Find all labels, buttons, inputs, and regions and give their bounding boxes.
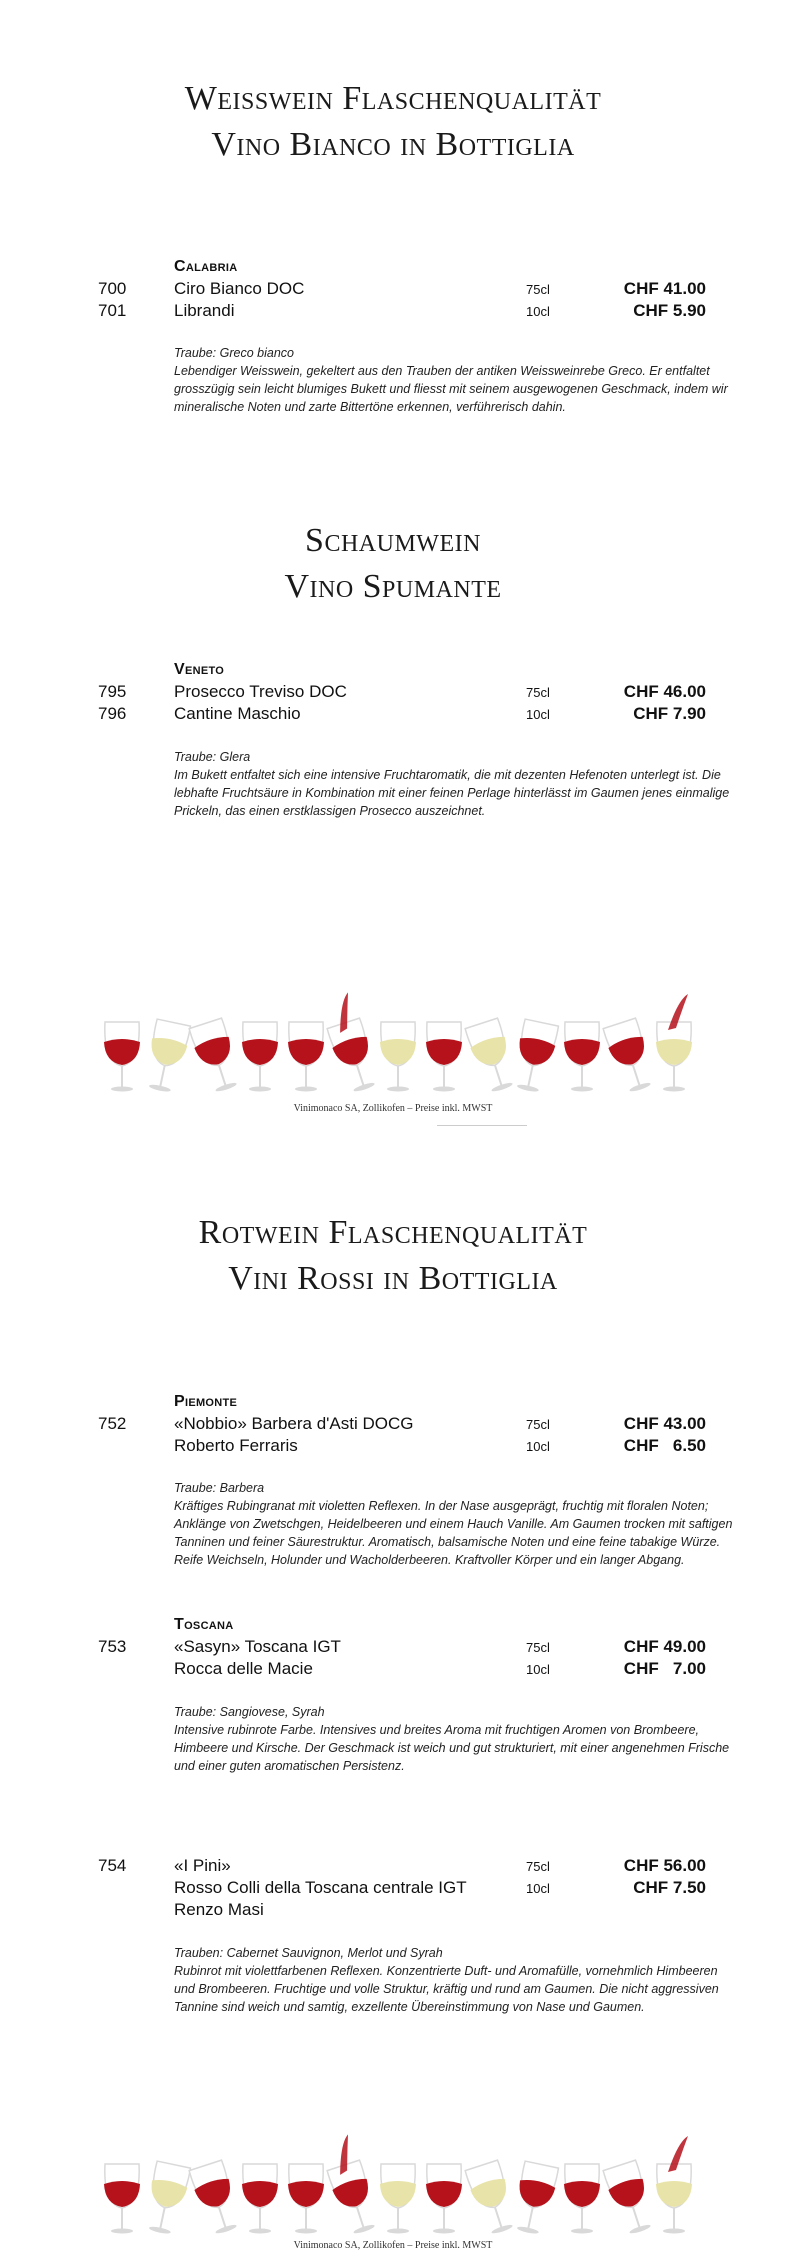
wine-size: 10cl [526, 707, 550, 722]
wine-glass-icon [464, 2160, 520, 2237]
grape-variety: Traube: Glera [174, 750, 251, 764]
wine-glass-icon [318, 991, 382, 1095]
tasting-notes: Lebendiger Weisswein, gekeltert aus den Trauben der antiken Weissweinrebe Greco. Er entfaltet grosszügig sein leicht blumiges Bukett und fliesst mit seinem ausgewogenen Geschmack, indem wir mineralische Noten und zarte Bittertöne erkennen, verführerisch dahin. [174, 364, 728, 414]
wine-row [0, 1637, 786, 1659]
wine-glass-icon [564, 2164, 600, 2234]
wine-name: «Sasyn» Toscana IGT [174, 1637, 341, 1656]
wine-size: 10cl [526, 1662, 550, 1677]
section-title-line2: Vino Bianco in Bottiglia [211, 126, 575, 163]
section-title-red [0, 1210, 786, 1302]
wine-glass-icon [510, 1019, 560, 1094]
wine-price: CHF 7.00 [623, 1659, 706, 1678]
wine-price: CHF 5.90 [633, 301, 706, 320]
wine-size: 10cl [526, 1439, 550, 1454]
wine-size: 75cl [526, 1859, 550, 1874]
wine-price: CHF 7.90 [633, 704, 706, 723]
wine-number: 796 [98, 704, 127, 723]
wine-name: Cantine Maschio [174, 704, 301, 723]
wine-row [0, 301, 786, 323]
wine-glass-icon [104, 1022, 140, 1092]
tasting-notes: Intensive rubinrote Farbe. Intensives und breites Aroma mit fruchtigen Aromen von Brombeere, Himbeere und Kirsche. Der Geschmack ist weich und gut strukturiert, mit einer angenehmen Frische und einer guten aromatischen Persistenz. [174, 1723, 730, 1773]
wine-glass-icon [188, 2160, 244, 2237]
wine-description [174, 344, 740, 416]
section-title-line1: Weisswein Flaschenqualität [184, 80, 602, 117]
wine-row [0, 1900, 786, 1922]
wine-glass-icon [188, 1018, 244, 1095]
wine-glass-icon [242, 1022, 278, 1092]
wine-price: CHF 46.00 [623, 682, 706, 701]
wine-glass-icon [602, 2160, 658, 2237]
wine-price: CHF 41.00 [623, 279, 706, 298]
wine-size: 75cl [526, 685, 550, 700]
wine-glass-icon [288, 1022, 324, 1092]
grape-variety: Trauben: Cabernet Sauvignon, Merlot und Syrah [174, 1946, 443, 1960]
wine-glass-icon [318, 2133, 382, 2237]
wine-name: Librandi [174, 301, 235, 320]
wine-size: 75cl [526, 282, 550, 297]
wine-glass-icon [602, 1018, 658, 1095]
tasting-notes: Rubinrot mit violettfarbenen Reflexen. Konzentrierte Duft- und Aromafülle, vornehmlich Himbeeren und Brombeeren. Fruchtige und volle Struktur, kräftig und rund am Gaumen. Die nicht aggressiven Tannine sind weich und samtig, exzellente Übereinstimmung von Nase und Gaumen. [174, 1964, 719, 2014]
wine-name: Prosecco Treviso DOC [174, 682, 347, 701]
wine-name: Rosso Colli della Toscana centrale IGT [174, 1878, 467, 1897]
wine-row [0, 1436, 786, 1458]
wine-description [174, 1479, 740, 1569]
wine-glass-icon [142, 2161, 192, 2236]
wine-size: 75cl [526, 1417, 550, 1432]
region-calabria: Calabria [174, 258, 238, 275]
wine-number: 700 [98, 279, 127, 298]
wine-glass-icon [288, 2164, 324, 2234]
section-title-line2: Vini Rossi in Bottiglia [228, 1260, 558, 1297]
wine-glass-icon [380, 2164, 416, 2234]
wine-glass-icon [380, 1022, 416, 1092]
region-veneto: Veneto [174, 661, 225, 678]
wine-name: «Nobbio» Barbera d'Asti DOCG [174, 1414, 414, 1433]
wine-price: CHF 6.50 [623, 1436, 706, 1455]
wine-price: CHF 7.50 [633, 1878, 706, 1897]
wine-glass-icon [104, 2164, 140, 2234]
wine-number: 752 [98, 1414, 127, 1433]
grape-variety: Traube: Greco bianco [174, 346, 294, 360]
region-piemonte: Piemonte [174, 1393, 238, 1410]
wine-glasses-banner [100, 990, 705, 1100]
wine-glass-icon [510, 2161, 560, 2236]
wine-row [0, 1856, 786, 1878]
wine-price: CHF 49.00 [623, 1637, 706, 1656]
footer-note: Vinimonaco SA, Zollikofen – Preise inkl. MWST [293, 1103, 493, 1114]
grape-variety: Traube: Sangiovese, Syrah [174, 1705, 325, 1719]
wine-glass-icon [656, 2136, 692, 2234]
section-title-sparkling [0, 518, 786, 610]
wine-glass-icon [656, 994, 692, 1092]
wine-row [0, 279, 786, 301]
wine-name: Roberto Ferraris [174, 1436, 298, 1455]
tasting-notes: Im Bukett entfaltet sich eine intensive Fruchtaromatik, die mit dezenten Hefenoten unterlegt ist. Die lebhafte Fruchtsäure in Kombination mit einer feinen Perlage hinterlässt im Gaumen jenes einmalige Prickeln, das einen erstklassigen Prosecco auszeichnet. [174, 768, 730, 818]
wine-number: 753 [98, 1637, 127, 1656]
wine-price: CHF 56.00 [623, 1856, 706, 1875]
wine-price: CHF 43.00 [623, 1414, 706, 1433]
wine-description [174, 1703, 740, 1775]
section-title-line1: Schaumwein [305, 522, 481, 559]
wine-row [0, 1659, 786, 1681]
wine-size: 10cl [526, 304, 550, 319]
wine-glass-icon [564, 1022, 600, 1092]
wine-glass-icon [142, 1019, 192, 1094]
wine-name: Renzo Masi [174, 1900, 264, 1919]
section-title-line2: Vino Spumante [284, 568, 502, 605]
wine-number: 795 [98, 682, 127, 701]
region-toscana: Toscana [174, 1616, 234, 1633]
wine-description [174, 748, 740, 820]
wine-number: 754 [98, 1856, 127, 1875]
wine-row [0, 704, 786, 726]
wine-glass-icon [426, 2164, 462, 2234]
section-title-white [0, 76, 786, 168]
grape-variety: Traube: Barbera [174, 1481, 265, 1495]
wine-row [0, 682, 786, 704]
tasting-notes: Kräftiges Rubingranat mit violetten Reflexen. In der Nase ausgeprägt, fruchtig mit floralen Noten; Anklänge von Zwetschgen, Heidelbeeren und einem Hauch Vanille. Am Gaumen trocken mit saftigen Tanninen und feiner Säurestruktur. Aromatisch, balsamische Noten und eine feine tabakige Würze. Reife Weichseln, Holunder und Wacholderbeeren. Kraftvoller Körper und ein langer Abgang. [174, 1499, 733, 1567]
wine-row [0, 1878, 786, 1900]
wine-size: 10cl [526, 1881, 550, 1896]
wine-number: 701 [98, 301, 127, 320]
divider [437, 1125, 527, 1126]
section-title-line1: Rotwein Flaschenqualität [198, 1214, 588, 1251]
wine-row [0, 1414, 786, 1436]
wine-name: Ciro Bianco DOC [174, 279, 305, 298]
wine-description [174, 1944, 740, 2016]
wine-glass-icon [242, 2164, 278, 2234]
wine-name: «I Pini» [174, 1856, 231, 1875]
wine-glasses-banner [100, 2132, 705, 2242]
wine-name: Rocca delle Macie [174, 1659, 313, 1678]
footer-note: Vinimonaco SA, Zollikofen – Preise inkl. MWST [293, 2240, 493, 2251]
wine-glass-icon [464, 1018, 520, 1095]
wine-size: 75cl [526, 1640, 550, 1655]
wine-glass-icon [426, 1022, 462, 1092]
